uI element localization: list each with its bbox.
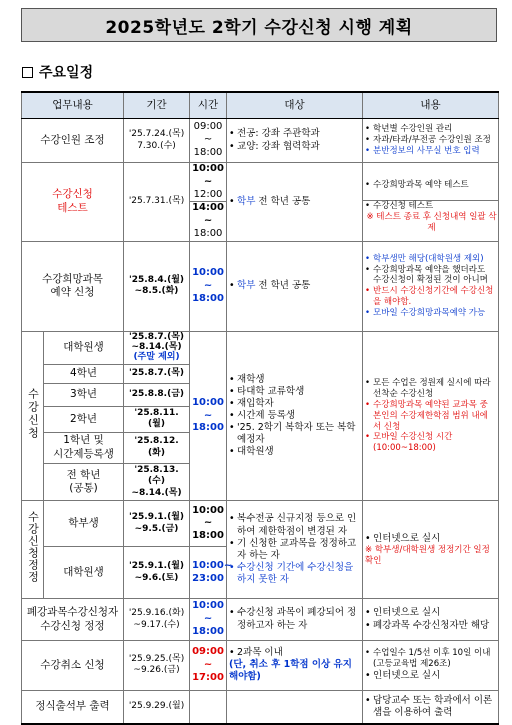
task-name: 2학년	[44, 406, 124, 432]
table-row	[22, 640, 499, 690]
period-cell: '25.8.13.(수) ~8.14.(목)	[124, 463, 190, 501]
target-cell: • 재학생 • 타대학 교류학생 • 재입학자 • 시간제 등록생 • '25. 2학기 복학자 또는 복학예정자 • 대학원생	[227, 331, 363, 501]
header-time: 시간	[190, 92, 227, 119]
period-cell: '25.8.8.(금)	[124, 383, 190, 406]
time-cell: 09:00 ~ 18:00	[190, 119, 227, 163]
table-row	[22, 501, 499, 547]
task-name: 학부생	[44, 501, 124, 547]
schedule-table	[21, 91, 499, 725]
section-heading	[22, 62, 93, 82]
target-cell: • 수강신청 과목이 폐강되어 정정하고자 하는 자	[227, 599, 363, 640]
task-name: 1학년 및 시간제등록생	[44, 432, 124, 463]
content-cell: • 학부생만 해당(대학원생 제외) • 수강희망과목 예약을 했더라도 수강신청이 확정된 것이 아니며 • 반드시 수강신청기간에 수강신청을 해야함. • 모바일 수강희망과목예약 가능	[363, 241, 499, 331]
task-name: 전 학년 (공통)	[44, 463, 124, 501]
content-cell: • 담당교수 또는 학과에서 이론샘을 이용하여 출력	[363, 690, 499, 724]
content-cell: • 모든 수업은 정원제 실시에 따라 선착순 수강신청 • 수강희망과목 예약된 교과목 중 본인의 수강제한학점 범위 내에서 신청 • 모바일 수강신청 시간 (10:00~18:00)	[363, 331, 499, 501]
task-name: 수강희망과목 예약 신청	[22, 241, 124, 331]
content-cell: • 학년별 수강인원 관리 • 자과/타과/부전공 수강인원 조정 • 분반정보의 사무실 번호 입력	[363, 119, 499, 163]
period-cell: '25.9.1.(월) ~9.6.(토)	[124, 547, 190, 599]
target-cell: • 학부 전 학년 공통	[227, 163, 363, 242]
period-cell: '25.9.25.(목) ~9.26.(금)	[124, 640, 190, 690]
period-cell: '25.8.12.(화)	[124, 432, 190, 463]
table-row	[22, 331, 499, 364]
task-name: 수강취소 신청	[22, 640, 124, 690]
section-title: 주요일정	[39, 65, 94, 81]
page-title: 2025학년도 2학기 수강신청 시행 계획	[21, 8, 497, 42]
target-cell: • 복수전공 신규지정 등으로 인하여 제한학점이 변경된 자 • 기 신청한 교과목을 정정하고자 하는 자 • 수강신청 기간에 수강신청을 하지 못한 자	[227, 501, 363, 599]
period-cell: '25.9.1.(월) ~9.5.(금)	[124, 501, 190, 547]
time-cell: 09:00 ~ 17:00	[190, 640, 227, 690]
task-name: 수강인원 조정	[22, 119, 124, 163]
time-cell: 10:00 ~ 18:00	[190, 241, 227, 331]
task-name: 정식출석부 출력	[22, 690, 124, 724]
table-row	[22, 163, 499, 242]
content-cell: • 수강희망과목 예약 테스트 • 수강신청 테스트 ※ 테스트 종료 후 신청내역 일괄 삭제	[363, 163, 499, 242]
period-cell: '25.8.11.(월)	[124, 406, 190, 432]
time-cell: 10:00 ~ 18:00	[190, 331, 227, 501]
target-cell: • 학부 전 학년 공통	[227, 241, 363, 331]
target-cell: • 전공: 강좌 주관학과 • 교양: 강좌 협력학과	[227, 119, 363, 163]
time-cell: 10:00 ~ 18:00	[190, 501, 227, 547]
task-name: 대학원생	[44, 547, 124, 599]
header-period: 기간	[124, 92, 190, 119]
target-cell: • 2과목 이내 (단, 취소 후 1학점 이상 유지해야함)	[227, 640, 363, 690]
task-name: 4학년	[44, 364, 124, 383]
group-label: 수강신청정정	[22, 501, 44, 599]
period-cell: '25.7.31.(목)	[124, 163, 190, 242]
checkbox-square-icon	[22, 67, 33, 78]
content-cell: • 수업일수 1/5선 이후 10일 이내(고등교육법 제26조) • 인터넷으로 실시	[363, 640, 499, 690]
period-cell: '25.7.24.(목) 7.30.(수)	[124, 119, 190, 163]
time-cell: 10:00 ~ 12:00 14:00 ~ 18:00	[190, 163, 227, 242]
task-name: 3학년	[44, 383, 124, 406]
target-cell	[227, 690, 363, 724]
header-task: 업무내용	[22, 92, 124, 119]
task-name: 수강신청 테스트	[22, 163, 124, 242]
period-cell: '25.9.16.(화) ~9.17.(수)	[124, 599, 190, 640]
time-cell	[190, 690, 227, 724]
task-name: 폐강과목수강신청자 수강신청 정정	[22, 599, 124, 640]
period-cell: '25.9.29.(월)	[124, 690, 190, 724]
header-content: 내용	[363, 92, 499, 119]
table-header-row	[22, 92, 499, 119]
time-cell: 10:00 ~ 18:00	[190, 599, 227, 640]
table-row	[22, 119, 499, 163]
period-cell: '25.8.7.(목) ~8.14.(목) (주말 제외)	[124, 331, 190, 364]
time-cell: 10:00~ 23:00	[190, 547, 227, 599]
table-row	[22, 690, 499, 724]
period-cell: '25.8.7.(목)	[124, 364, 190, 383]
period-cell: '25.8.4.(월) ~8.5.(화)	[124, 241, 190, 331]
group-label: 수강신청	[22, 331, 44, 501]
table-row	[22, 599, 499, 640]
task-name: 대학원생	[44, 331, 124, 364]
header-target: 대상	[227, 92, 363, 119]
table-row	[22, 241, 499, 331]
content-cell: • 인터넷으로 실시 ※ 학부생/대학원생 정정기간 일정 확인	[363, 501, 499, 599]
content-cell: • 인터넷으로 실시 • 폐강과목 수강신청자만 해당	[363, 599, 499, 640]
